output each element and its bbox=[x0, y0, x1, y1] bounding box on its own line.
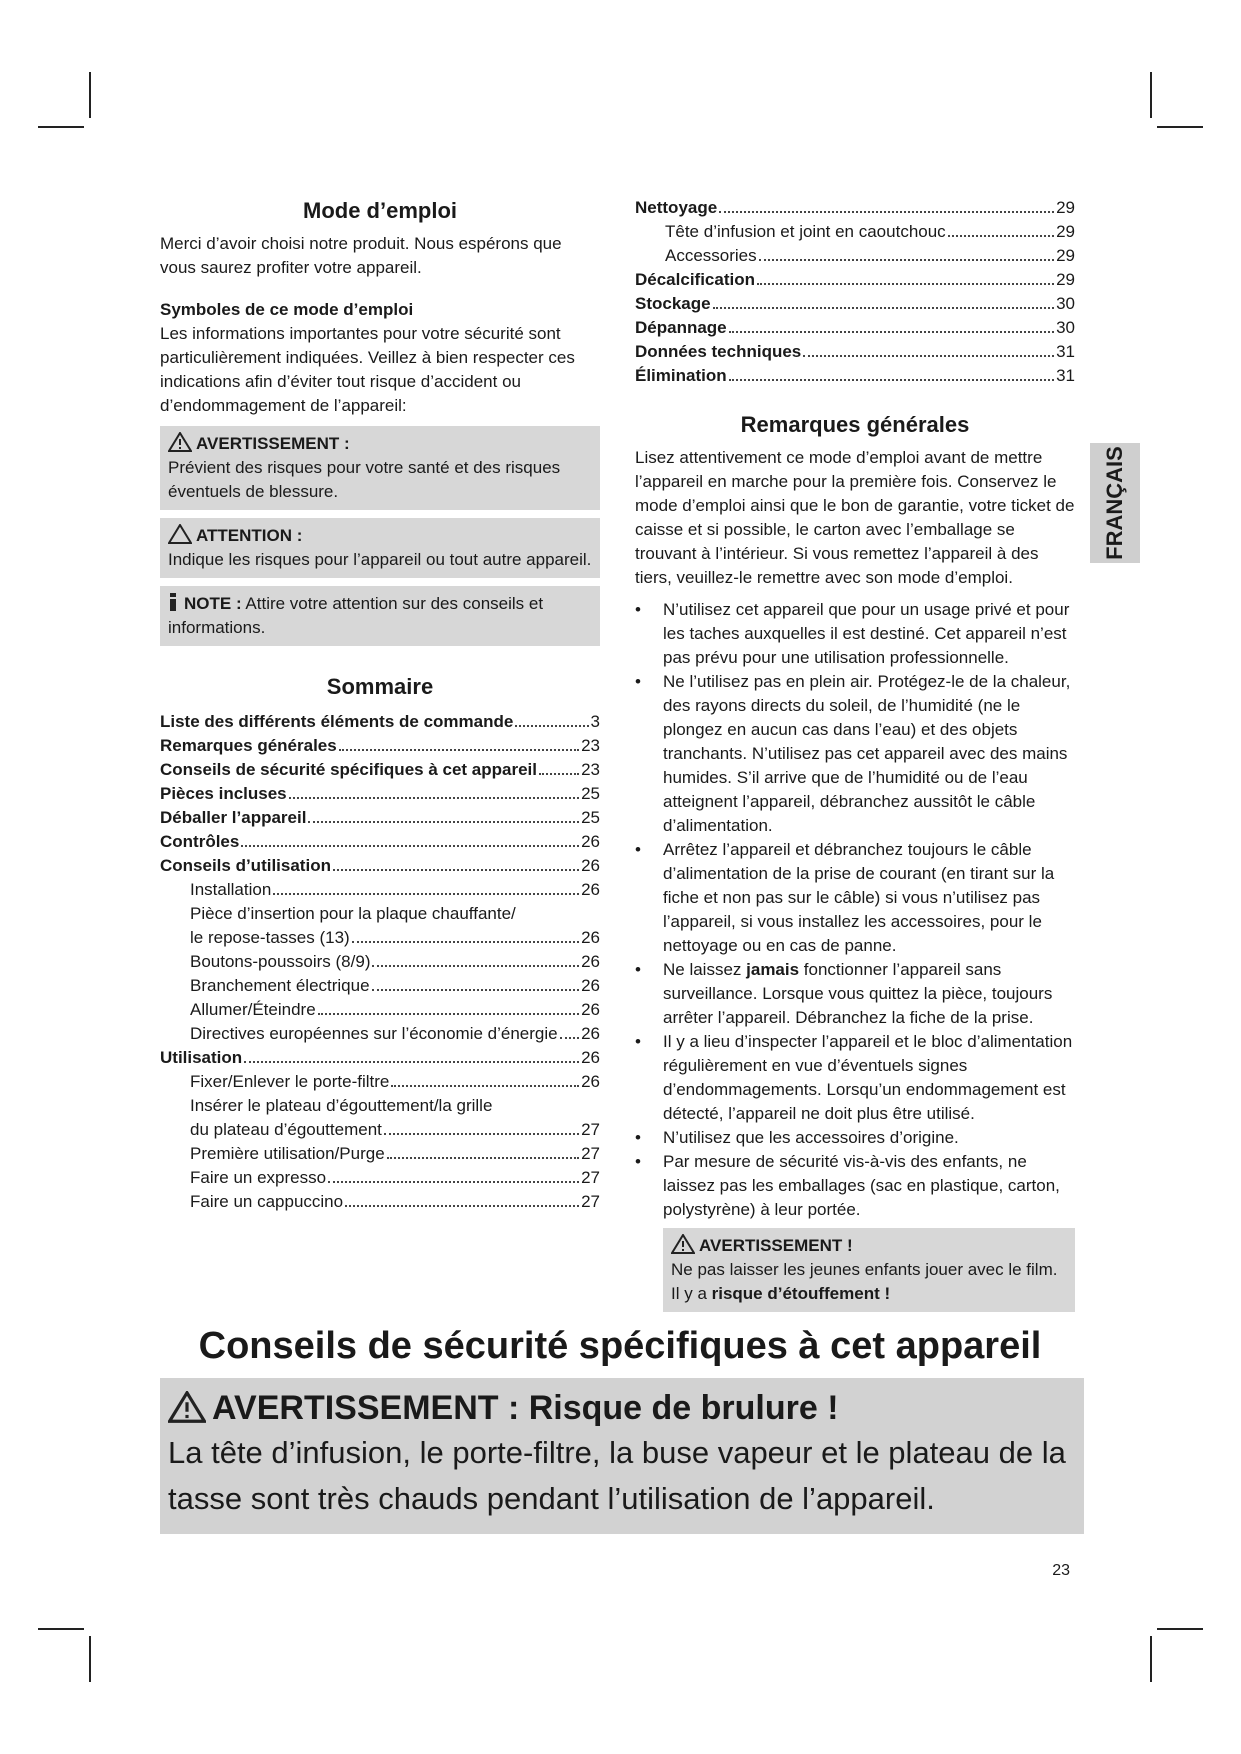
toc-entry-title: Première utilisation/Purge bbox=[190, 1144, 385, 1163]
crop-mark bbox=[1157, 126, 1203, 128]
toc-entry-title: Liste des différents éléments de commande bbox=[160, 712, 514, 731]
toc-entry bbox=[160, 1190, 600, 1214]
toc-entry bbox=[635, 292, 1075, 316]
language-label: FRANÇAIS bbox=[1102, 446, 1127, 560]
toc-entry bbox=[160, 1094, 600, 1118]
toc-leader-dots bbox=[759, 259, 1054, 261]
crop-mark bbox=[38, 126, 84, 128]
right-column bbox=[635, 196, 1075, 1312]
burn-warning-box bbox=[160, 1378, 1084, 1534]
crop-mark bbox=[1157, 1628, 1203, 1630]
intro-text: Merci d’avoir choisi notre produit. Nous espérons que vous saurez profiter votre appareil. bbox=[160, 234, 562, 277]
symbols-heading: Symboles de ce mode d’emploi bbox=[160, 300, 414, 319]
toc-leader-dots bbox=[333, 869, 579, 871]
toc-leader-dots bbox=[289, 797, 579, 799]
toc-entry-title: Conseils d’utilisation bbox=[160, 856, 331, 875]
info-icon bbox=[168, 592, 178, 612]
toc-entry-title: le repose-tasses (13) bbox=[190, 928, 350, 947]
toc-entry-page: 23 bbox=[581, 736, 600, 755]
toc-entry bbox=[635, 220, 1075, 244]
toc-entry bbox=[160, 1070, 600, 1094]
page-number: 23 bbox=[1052, 1562, 1070, 1579]
symbols-text: Les informations importantes pour votre sécurité sont particulièrement indiquées. Veillez à bien respecter ces indications afin d’éviter tout risque d’accident ou d’endommagement de l’appareil: bbox=[160, 324, 575, 415]
list-item: • Ne laissez jamais fonctionner l’appareil sans surveillance. Lorsque vous quittez la pièce, toujours arrêter l’appareil. Débranchez la fiche de la prise. bbox=[635, 958, 1075, 1030]
toc-entry bbox=[160, 950, 600, 974]
toc-entry-title: Tête d’infusion et joint en caoutchouc bbox=[665, 222, 946, 241]
toc-entry-title: Nettoyage bbox=[635, 198, 718, 217]
toc-entry-title: Faire un expresso bbox=[190, 1168, 327, 1187]
toc-entry bbox=[160, 878, 600, 902]
note-box bbox=[160, 586, 600, 646]
toc-entry-page: 26 bbox=[581, 880, 600, 899]
toc-leader-dots bbox=[241, 845, 579, 847]
left-column bbox=[160, 196, 600, 1214]
caution-box bbox=[160, 518, 600, 578]
toc-leader-dots bbox=[387, 1157, 579, 1159]
toc-leader-dots bbox=[372, 965, 579, 967]
toc-entry bbox=[635, 340, 1075, 364]
toc-entry-title: Fixer/Enlever le porte-filtre bbox=[190, 1072, 390, 1091]
toc-title: Sommaire bbox=[326, 674, 434, 699]
toc-leader-dots bbox=[803, 355, 1054, 357]
table-of-contents bbox=[160, 710, 600, 1214]
toc-entry-title: Élimination bbox=[635, 366, 727, 385]
toc-leader-dots bbox=[713, 307, 1054, 309]
toc-entry bbox=[160, 782, 600, 806]
toc-entry bbox=[160, 1046, 600, 1070]
warning-label: AVERTISSEMENT : bbox=[196, 434, 350, 453]
warning-box bbox=[160, 426, 600, 510]
toc-leader-dots bbox=[318, 1013, 579, 1015]
crop-mark bbox=[89, 72, 91, 118]
toc-entry-page: 26 bbox=[581, 1024, 600, 1043]
toc-entry-title: Remarques générales bbox=[160, 736, 337, 755]
toc-leader-dots bbox=[539, 773, 579, 775]
toc-entry bbox=[635, 364, 1075, 388]
warning-box-children bbox=[663, 1228, 1075, 1312]
burn-warning-text: La tête d’infusion, le porte-filtre, la buse vapeur et le plateau de la tasse sont très chauds pendant l’utilisation de l’appareil. bbox=[168, 1435, 1066, 1516]
table-of-contents-continued bbox=[635, 196, 1075, 388]
toc-entry bbox=[160, 1022, 600, 1046]
toc-entry bbox=[160, 854, 600, 878]
toc-entry bbox=[160, 1142, 600, 1166]
toc-entry bbox=[160, 806, 600, 830]
caution-text: Indique les risques pour l’appareil ou tout autre appareil. bbox=[168, 550, 592, 569]
toc-entry-title: du plateau d’égouttement bbox=[190, 1120, 382, 1139]
toc-leader-dots bbox=[352, 941, 579, 943]
list-item: • Arrêtez l’appareil et débranchez toujours le câble d’alimentation de la prise de courant (en tirant sur la fiche et non pas sur le câble) si vous n’utilisez pas l’appareil, si vous installez les accessoires, pour le nettoyage ou en cas de panne. bbox=[635, 838, 1075, 958]
toc-entry-title: Stockage bbox=[635, 294, 711, 313]
toc-entry-title: Directives européennes sur l’économie d’énergie bbox=[190, 1024, 558, 1043]
crop-mark bbox=[38, 1628, 84, 1630]
toc-entry-page: 31 bbox=[1056, 366, 1075, 385]
list-item: • Il y a lieu d’inspecter l’appareil et le bloc d’alimentation régulièrement en vue d’éventuels signes d’endommagements. Lorsqu’un endommagement est détecté, l’appareil ne doit plus être utilisé. bbox=[635, 1030, 1075, 1126]
toc-entry-page: 26 bbox=[581, 928, 600, 947]
warning-triangle-icon bbox=[671, 1234, 695, 1254]
crop-mark bbox=[1150, 1636, 1152, 1682]
list-item: • N’utilisez cet appareil que pour un usage privé et pour les taches auxquelles il est destiné. Cet appareil n’est pas prévu pour une utilisation professionnelle. bbox=[635, 598, 1075, 670]
toc-entry bbox=[160, 902, 600, 926]
list-item: • Par mesure de sécurité vis-à-vis des enfants, ne laissez pas les emballages (sac en plastique, carton, polystyrène) à leur portée. bbox=[635, 1150, 1075, 1222]
toc-entry-page: 29 bbox=[1056, 222, 1075, 241]
toc-entry-page: 3 bbox=[590, 712, 600, 731]
toc-entry-title: Dépannage bbox=[635, 318, 727, 337]
safety-bullets bbox=[635, 598, 1075, 1222]
toc-entry-page: 31 bbox=[1056, 342, 1075, 361]
toc-leader-dots bbox=[757, 283, 1054, 285]
warning-label: AVERTISSEMENT ! bbox=[699, 1236, 853, 1255]
toc-leader-dots bbox=[391, 1085, 579, 1087]
language-tab bbox=[1090, 443, 1140, 563]
toc-entry-page: 29 bbox=[1056, 198, 1075, 217]
toc-leader-dots bbox=[719, 211, 1054, 213]
toc-entry bbox=[160, 1166, 600, 1190]
toc-entry-title: Insérer le plateau d’égouttement/la grille bbox=[190, 1096, 493, 1115]
warning-text: Prévient des risques pour votre santé et des risques éventuels de blessure. bbox=[168, 458, 561, 501]
toc-entry-page: 26 bbox=[581, 856, 600, 875]
toc-entry-title: Pièces incluses bbox=[160, 784, 287, 803]
toc-entry bbox=[160, 734, 600, 758]
toc-entry bbox=[635, 268, 1075, 292]
toc-entry bbox=[160, 926, 600, 950]
toc-entry-title: Allumer/Éteindre bbox=[190, 1000, 316, 1019]
toc-leader-dots bbox=[729, 331, 1054, 333]
toc-entry-page: 25 bbox=[581, 808, 600, 827]
toc-entry-page: 27 bbox=[581, 1192, 600, 1211]
toc-entry-page: 27 bbox=[581, 1168, 600, 1187]
toc-leader-dots bbox=[308, 821, 579, 823]
toc-entry-page: 26 bbox=[581, 832, 600, 851]
manual-title: Mode d’emploi bbox=[303, 198, 457, 223]
toc-leader-dots bbox=[560, 1037, 579, 1039]
toc-entry-page: 26 bbox=[581, 1000, 600, 1019]
toc-leader-dots bbox=[339, 749, 579, 751]
toc-entry bbox=[635, 196, 1075, 220]
crop-mark bbox=[89, 1636, 91, 1682]
toc-entry bbox=[160, 1118, 600, 1142]
toc-entry bbox=[160, 758, 600, 782]
toc-entry-page: 26 bbox=[581, 1072, 600, 1091]
toc-entry bbox=[160, 974, 600, 998]
toc-entry-page: 30 bbox=[1056, 318, 1075, 337]
list-item: • N’utilisez que les accessoires d’origine. bbox=[635, 1126, 1075, 1150]
toc-entry-title: Installation bbox=[190, 880, 272, 899]
toc-leader-dots bbox=[244, 1061, 579, 1063]
warning-triangle-icon bbox=[168, 432, 192, 452]
warning-text-bold: risque d’étouffement ! bbox=[711, 1284, 891, 1303]
toc-entry-page: 26 bbox=[581, 976, 600, 995]
toc-entry-page: 29 bbox=[1056, 270, 1075, 289]
toc-leader-dots bbox=[729, 379, 1054, 381]
toc-entry-title: Accessories bbox=[665, 246, 757, 265]
general-notes-intro: Lisez attentivement ce mode d’emploi avant de mettre l’appareil en marche pour la première fois. Conservez le mode d’emploi ainsi que le bon de garantie, votre ticket de caisse et si possible, le carton avec l’emballage se trouvant à l’intérieur. Si vous remettez l’appareil à des tiers, veuillez-le remettre avec son mode d’emploi. bbox=[635, 448, 1075, 587]
toc-entry-page: 25 bbox=[581, 784, 600, 803]
general-notes-title: Remarques générales bbox=[740, 412, 970, 437]
toc-entry bbox=[160, 710, 600, 734]
toc-entry-title: Utilisation bbox=[160, 1048, 243, 1067]
toc-leader-dots bbox=[345, 1205, 579, 1207]
toc-leader-dots bbox=[515, 725, 588, 727]
toc-entry-page: 30 bbox=[1056, 294, 1075, 313]
toc-leader-dots bbox=[384, 1133, 579, 1135]
toc-entry-title: Contrôles bbox=[160, 832, 240, 851]
toc-entry-title: Décalcification bbox=[635, 270, 755, 289]
toc-entry bbox=[635, 316, 1075, 340]
toc-entry bbox=[160, 998, 600, 1022]
toc-entry-page: 29 bbox=[1056, 246, 1075, 265]
warning-triangle-icon bbox=[168, 1391, 206, 1423]
toc-entry-title: Branchement électrique bbox=[190, 976, 370, 995]
note-text: Attire votre attention sur des conseils et informations. bbox=[168, 594, 544, 637]
toc-entry-page: 26 bbox=[581, 1048, 600, 1067]
crop-mark bbox=[1150, 72, 1152, 118]
caution-triangle-icon bbox=[168, 524, 192, 544]
toc-entry-title: Faire un cappuccino bbox=[190, 1192, 344, 1211]
section-title: Conseils de sécurité spécifiques à cet appareil bbox=[198, 1325, 1042, 1367]
toc-entry-page: 27 bbox=[581, 1120, 600, 1139]
toc-leader-dots bbox=[372, 989, 580, 991]
toc-entry bbox=[160, 830, 600, 854]
toc-entry-title: Pièce d’insertion pour la plaque chauffante/ bbox=[190, 904, 516, 923]
toc-leader-dots bbox=[328, 1181, 579, 1183]
caution-label: ATTENTION : bbox=[196, 526, 303, 545]
toc-entry bbox=[635, 244, 1075, 268]
toc-entry-page: 27 bbox=[581, 1144, 600, 1163]
toc-entry-title: Conseils de sécurité spécifiques à cet appareil bbox=[160, 760, 537, 779]
toc-entry-title: Déballer l’appareil bbox=[160, 808, 307, 827]
warning-text: Ne pas laisser les jeunes enfants jouer avec le film. Il y a bbox=[671, 1260, 1058, 1303]
toc-entry-title: Données techniques bbox=[635, 342, 802, 361]
toc-entry-page: 26 bbox=[581, 952, 600, 971]
toc-entry-page: 23 bbox=[581, 760, 600, 779]
toc-leader-dots bbox=[948, 235, 1054, 237]
note-label: NOTE : bbox=[184, 594, 242, 613]
burn-warning-head: AVERTISSEMENT : Risque de brulure ! bbox=[212, 1389, 839, 1427]
list-item: • Ne l’utilisez pas en plein air. Protégez-le de la chaleur, des rayons directs du soleil, de l’humidité (ne le plongez en aucun cas dans l’eau) et des objets tranchants. N’utilisez pas cet appareil avec des mains humides. S’il arrive que de l’humidité ou de l’eau atteignent l’appareil, débranchez aussitôt le câble d’alimentation. bbox=[635, 670, 1075, 838]
toc-leader-dots bbox=[273, 893, 579, 895]
toc-entry-title: Boutons-poussoirs (8/9) bbox=[190, 952, 371, 971]
